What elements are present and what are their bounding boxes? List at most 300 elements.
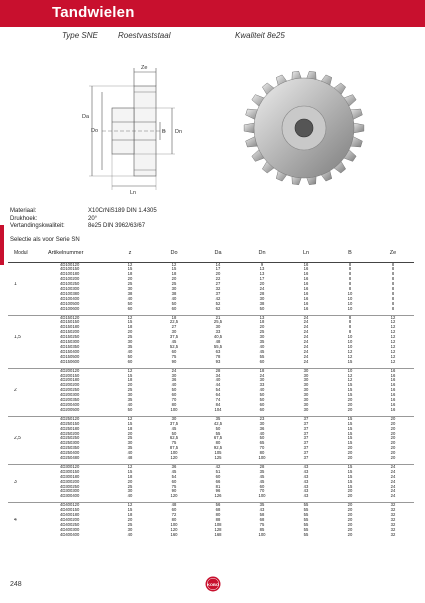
cell-article-number: 4D200350: [60, 398, 80, 403]
cell-value: 55,5: [213, 345, 223, 350]
cell-value: 30: [303, 398, 309, 403]
quality-label: Kwaliteit 8e25: [235, 31, 285, 40]
cell-value: 12: [108, 262, 152, 267]
cell-value: 62,5: [169, 436, 179, 441]
cell-value: 30: [127, 527, 133, 532]
cell-value: 75: [171, 484, 177, 489]
cell-value: 24: [303, 350, 309, 355]
cell-value: 120: [170, 494, 178, 499]
cell-value: 55: [303, 522, 309, 527]
cell-value: 21: [196, 315, 240, 320]
label-ln: Ln: [130, 190, 137, 196]
cell-value: 24: [390, 494, 396, 499]
label-dn: Dn: [175, 129, 183, 135]
cell-article-number: 4D150350: [60, 345, 80, 350]
cell-value: 20: [372, 416, 414, 421]
cell-article-number: 4D200180: [60, 378, 80, 383]
cell-value: 40: [171, 383, 177, 388]
cell-value: 16: [390, 398, 396, 403]
cell-value: 37: [303, 451, 309, 456]
cell-value: 24: [303, 340, 309, 345]
cell-value: 78: [215, 355, 221, 360]
cell-value: 25: [127, 484, 133, 489]
cell-value: 18: [171, 272, 177, 277]
cell-value: 35: [259, 469, 265, 474]
cell-value: 20: [347, 456, 353, 461]
cell-value: 60: [127, 307, 133, 312]
cell-value: 27: [171, 325, 177, 330]
cell-value: 8: [372, 262, 414, 267]
cell-value: 40: [171, 297, 177, 302]
cell-value: 10: [328, 368, 372, 373]
cell-value: 90: [171, 489, 177, 494]
cell-article-number: 4D200400: [60, 403, 80, 408]
gear-product-image: [226, 62, 376, 194]
cell-value: 37: [303, 441, 309, 446]
cell-value: 55: [303, 527, 309, 532]
cell-value: 88: [215, 517, 221, 522]
cell-value: 63: [215, 350, 221, 355]
cell-value: 25: [127, 335, 133, 340]
cell-value: 24: [390, 479, 396, 484]
cell-value: 18: [127, 426, 133, 431]
cell-value: 65: [259, 441, 265, 446]
cell-value: 16: [390, 388, 396, 393]
cell-value: 18: [127, 378, 133, 383]
cell-value: 70: [171, 398, 177, 403]
col-header-do: Do: [152, 246, 196, 262]
cell-value: 20: [347, 489, 353, 494]
cell-value: 58: [259, 512, 265, 517]
cell-article-number: 4D200150: [60, 373, 80, 378]
cell-value: 12: [390, 360, 396, 365]
cell-value: 32: [390, 507, 396, 512]
cell-value: 32: [390, 532, 396, 537]
cell-value: 17: [259, 277, 265, 282]
col-header-modul: Modul: [8, 246, 46, 262]
cell-value: 32: [390, 512, 396, 517]
cell-value: 43: [303, 474, 309, 479]
cell-article-number: 4D400400: [60, 532, 80, 537]
cell-value: 15: [347, 436, 353, 441]
table-row: [8, 533, 414, 538]
cell-value: 20: [215, 272, 221, 277]
cell-value: 15: [347, 484, 353, 489]
cell-value: 20: [259, 325, 265, 330]
label-b: B: [162, 129, 166, 135]
cell-value: 87,5: [169, 446, 179, 451]
cell-value: 50: [127, 408, 133, 413]
cell-value: 15: [127, 267, 133, 272]
cell-value: 12: [372, 315, 414, 320]
cell-value: 40: [259, 431, 265, 436]
cell-value: 30: [171, 373, 177, 378]
cell-value: 24: [303, 320, 309, 325]
cell-value: 92,5: [213, 446, 223, 451]
cell-value: 100: [170, 522, 178, 527]
cell-value: 67,5: [213, 436, 223, 441]
cell-value: 20: [390, 446, 396, 451]
cell-value: 45: [259, 479, 265, 484]
cell-value: 35: [127, 446, 133, 451]
cell-value: 38: [127, 292, 133, 297]
cell-value: 75: [171, 355, 177, 360]
cell-value: 40: [127, 297, 133, 302]
cell-value: 70: [259, 489, 265, 494]
cell-value: 55: [215, 431, 221, 436]
cell-value: 15: [347, 383, 353, 388]
cell-value: 80: [259, 451, 265, 456]
label-ze: Ze: [141, 65, 148, 71]
gear-dimension-drawing: [72, 58, 212, 198]
cell-article-number: 4D100180: [60, 272, 80, 277]
cell-value: 35: [127, 345, 133, 350]
cell-value: 15: [171, 267, 177, 272]
cell-value: 30: [303, 373, 309, 378]
cell-value: 15: [347, 431, 353, 436]
cell-value: 37: [215, 292, 221, 297]
cell-value: 18: [127, 272, 133, 277]
cell-value: 12: [390, 355, 396, 360]
cell-value: 12: [108, 315, 152, 320]
cell-value: 60: [171, 507, 177, 512]
cell-value: 20: [259, 282, 265, 287]
cell-value: 60: [171, 350, 177, 355]
cell-value: 8: [391, 292, 395, 297]
cell-value: 37: [303, 426, 309, 431]
cell-value: 34: [215, 373, 221, 378]
cell-value: 85: [259, 527, 265, 532]
col-header-ze: Ze: [372, 246, 414, 262]
cell-value: 16: [390, 373, 396, 378]
cell-value: 12: [108, 368, 152, 373]
cell-value: 8: [391, 267, 395, 272]
cell-value: 60: [127, 360, 133, 365]
product-table: [8, 246, 414, 538]
cell-article-number: 4D300180: [60, 474, 80, 479]
cell-value: 8: [391, 297, 395, 302]
cell-value: 13: [240, 315, 284, 320]
cell-value: 15: [347, 421, 353, 426]
cell-value: 8: [348, 267, 352, 272]
cell-value: 40: [127, 451, 133, 456]
cell-value: 24: [390, 484, 396, 489]
cell-article-number: 4D150200: [60, 330, 80, 335]
cell-value: 8: [391, 307, 395, 312]
cell-value: 40,5: [213, 335, 223, 340]
cell-value: 38: [259, 302, 265, 307]
cell-value: 20: [328, 502, 372, 507]
cell-value: 24: [303, 325, 309, 330]
side-tab-marker: [0, 225, 4, 265]
cell-value: 104: [214, 408, 222, 413]
cell-value: 60: [259, 408, 265, 413]
cell-value: 55: [303, 512, 309, 517]
cell-value: 32: [390, 522, 396, 527]
cell-value: 45: [171, 469, 177, 474]
cell-article-number: 4D250350: [60, 446, 80, 451]
cell-value: 16: [390, 383, 396, 388]
cell-value: 18: [127, 325, 133, 330]
table-header-row: [8, 246, 414, 262]
cell-value: 37: [303, 421, 309, 426]
cell-value: 42,5: [213, 421, 223, 426]
cell-value: 15: [127, 373, 133, 378]
cell-value: 17: [215, 267, 221, 272]
cell-value: 8: [391, 272, 395, 277]
cell-value: 30: [303, 383, 309, 388]
cell-article-number: 4D300250: [60, 484, 80, 489]
cell-article-number: 4D100380: [60, 292, 80, 297]
cell-module: 1,5: [14, 335, 21, 341]
cell-value: 12: [347, 378, 353, 383]
cell-value: 13: [259, 267, 265, 272]
cell-value: 15: [127, 469, 133, 474]
cell-value: 25: [127, 282, 133, 287]
cell-value: 20: [390, 426, 396, 431]
cell-article-number: 4D100250: [60, 282, 80, 287]
cell-value: 20: [390, 421, 396, 426]
cell-value: 100: [258, 494, 266, 499]
cell-value: 32: [390, 527, 396, 532]
cell-article-number: 4D250400: [60, 451, 80, 456]
logo-text: KOBO: [207, 581, 219, 587]
cell-article-number: 4D250480: [60, 456, 80, 461]
cell-value: 60: [171, 393, 177, 398]
cell-value: 42: [196, 464, 240, 469]
cell-value: 35: [240, 502, 284, 507]
cell-value: 48: [152, 502, 196, 507]
cell-article-number: 4D400250: [60, 522, 80, 527]
cell-value: 74: [215, 398, 221, 403]
cell-value: 55: [284, 502, 328, 507]
cell-value: 15: [347, 441, 353, 446]
cell-module: 1: [14, 282, 17, 288]
cell-value: 128: [214, 527, 222, 532]
cell-value: 30: [259, 335, 265, 340]
cell-value: 50: [259, 307, 265, 312]
cell-article-number: 4D150500: [60, 355, 80, 360]
cell-value: 80: [171, 403, 177, 408]
cell-value: 48: [215, 340, 221, 345]
cell-value: 12: [390, 320, 396, 325]
cell-value: 37: [303, 436, 309, 441]
cell-value: 168: [214, 532, 222, 537]
cell-article-number: 4D400120: [46, 502, 108, 507]
cell-value: 37: [303, 431, 309, 436]
cell-value: 36: [259, 426, 265, 431]
cell-value: 20: [347, 494, 353, 499]
cell-value: 75: [259, 522, 265, 527]
cell-value: 52,5: [169, 345, 179, 350]
cell-value: 24: [259, 287, 265, 292]
cell-value: 8: [348, 320, 352, 325]
cell-value: 15: [328, 416, 372, 421]
cell-value: 10: [347, 340, 353, 345]
specs-block: [10, 208, 157, 231]
cell-value: 55: [303, 532, 309, 537]
cell-value: 24: [303, 345, 309, 350]
cell-article-number: 4D150250: [60, 335, 80, 340]
cell-value: 35: [196, 416, 240, 421]
cell-value: 22: [215, 277, 221, 282]
cell-value: 68: [259, 517, 265, 522]
cell-value: 66: [215, 479, 221, 484]
cell-value: 20: [347, 527, 353, 532]
cell-value: 100: [170, 451, 178, 456]
cell-article-number: 4D300150: [60, 469, 80, 474]
cell-value: 45: [171, 340, 177, 345]
cell-value: 16: [303, 267, 309, 272]
cell-value: 36: [171, 378, 177, 383]
cell-value: 125: [214, 456, 222, 461]
cell-value: 18: [240, 368, 284, 373]
page-title: Tandwielen: [52, 4, 135, 21]
cell-value: 33: [215, 330, 221, 335]
material-label: Roestvaststaal: [118, 31, 171, 40]
cell-value: 25: [127, 436, 133, 441]
cell-article-number: 4D250200: [60, 431, 80, 436]
cell-value: 12: [390, 325, 396, 330]
cell-value: 30: [152, 416, 196, 421]
cell-value: 15: [347, 360, 353, 365]
cell-value: 30: [259, 421, 265, 426]
cell-value: 8: [348, 282, 352, 287]
cell-value: 60: [259, 484, 265, 489]
cell-article-number: 4D250150: [60, 421, 80, 426]
cell-value: 16: [303, 297, 309, 302]
cell-value: 36: [152, 464, 196, 469]
cell-value: 30: [303, 403, 309, 408]
cell-value: 30: [127, 489, 133, 494]
cell-value: 43: [303, 489, 309, 494]
cell-value: 22,5: [169, 320, 179, 325]
cell-value: 28: [240, 464, 284, 469]
cell-article-number: 4D400300: [60, 527, 80, 532]
kobo-logo: [205, 576, 221, 592]
cell-value: 20: [127, 431, 133, 436]
cell-value: 8: [348, 325, 352, 330]
cell-value: 12: [108, 416, 152, 421]
cell-value: 8: [328, 315, 372, 320]
cell-article-number: 4D100120: [46, 262, 108, 267]
cell-value: 43: [303, 469, 309, 474]
cell-value: 12: [152, 262, 196, 267]
cell-value: 15: [347, 426, 353, 431]
cell-article-number: 4D200500: [60, 408, 80, 413]
selectie-note: Selectie als voor Serie SN: [10, 237, 80, 243]
cell-value: 10: [347, 292, 353, 297]
cell-article-number: 4D100150: [60, 267, 80, 272]
cell-value: 20: [347, 507, 353, 512]
cell-value: 40: [259, 388, 265, 393]
cell-value: 20: [347, 408, 353, 413]
cell-value: 24: [303, 360, 309, 365]
cell-value: 20: [127, 517, 133, 522]
cell-article-number: 4D100600: [60, 307, 80, 312]
cell-value: 12: [390, 340, 396, 345]
cell-value: 37: [284, 416, 328, 421]
cell-value: 8: [348, 330, 352, 335]
cell-value: 48: [127, 456, 133, 461]
cell-value: 25: [127, 388, 133, 393]
cell-value: 24: [284, 315, 328, 320]
cell-value: 20: [390, 431, 396, 436]
cell-value: 18: [152, 315, 196, 320]
cell-article-number: 4D400200: [60, 517, 80, 522]
cell-value: 43: [303, 494, 309, 499]
cell-value: 25: [259, 330, 265, 335]
cell-article-number: 4D300300: [60, 489, 80, 494]
cell-value: 25: [171, 282, 177, 287]
cell-value: 20: [347, 517, 353, 522]
cell-module: 4: [14, 517, 17, 523]
cell-module: [8, 533, 46, 538]
cell-value: 16: [303, 272, 309, 277]
cell-article-number: 4D300400: [60, 494, 80, 499]
cell-value: 15: [127, 507, 133, 512]
col-header-dn: Dn: [240, 246, 284, 262]
cell-value: 37,5: [169, 335, 179, 340]
cell-article-number: 4D300120: [46, 464, 108, 469]
cell-article-number: 4D100400: [60, 297, 80, 302]
cell-article-number: 4D400180: [60, 512, 80, 517]
cell-value: 45: [171, 426, 177, 431]
cell-value: 10: [347, 302, 353, 307]
cell-value: 33: [259, 383, 265, 388]
cell-value: 12: [108, 464, 152, 469]
cell-value: 20: [390, 456, 396, 461]
cell-value: 120: [170, 527, 178, 532]
cell-value: 18: [127, 474, 133, 479]
cell-value: 84: [215, 403, 221, 408]
cell-article-number: 4D150180: [60, 325, 80, 330]
spec-row: Vertandingskwaliteit: 8e25 DIN 3962/63/67: [10, 223, 146, 229]
cell-article-number: 4D150120: [46, 315, 108, 320]
cell-value: 20: [171, 277, 177, 282]
cell-value: 16: [390, 408, 396, 413]
cell-article-number: 4D300200: [60, 479, 80, 484]
cell-value: 50: [171, 388, 177, 393]
cell-value: 55: [259, 355, 265, 360]
cell-value: 50: [215, 426, 221, 431]
cell-value: 12: [347, 355, 353, 360]
cell-value: 16: [390, 403, 396, 408]
cell-value: 30: [303, 393, 309, 398]
cell-value: 12: [390, 345, 396, 350]
cell-value: 37: [303, 456, 309, 461]
cell-value: 24: [259, 373, 265, 378]
cell-value: 45: [259, 474, 265, 479]
cell-value: 42: [215, 297, 221, 302]
cell-value: 81: [215, 484, 221, 489]
cell-value: 10: [347, 335, 353, 340]
cell-value: 30: [303, 408, 309, 413]
cell-value: 105: [214, 451, 222, 456]
cell-value: 8: [328, 262, 372, 267]
spec-row: Materiaal: X10CrNiS189 DIN 1.4305: [10, 208, 157, 214]
cell-value: 60: [171, 479, 177, 484]
col-header-da: Da: [196, 246, 240, 262]
cell-value: 80: [215, 512, 221, 517]
cell-value: 50: [127, 302, 133, 307]
cell-value: 15: [347, 393, 353, 398]
cell-value: 20: [127, 479, 133, 484]
cell-value: 30: [303, 388, 309, 393]
cell-value: 30: [259, 297, 265, 302]
cell-value: 12: [390, 335, 396, 340]
cell-value: 16: [390, 378, 396, 383]
